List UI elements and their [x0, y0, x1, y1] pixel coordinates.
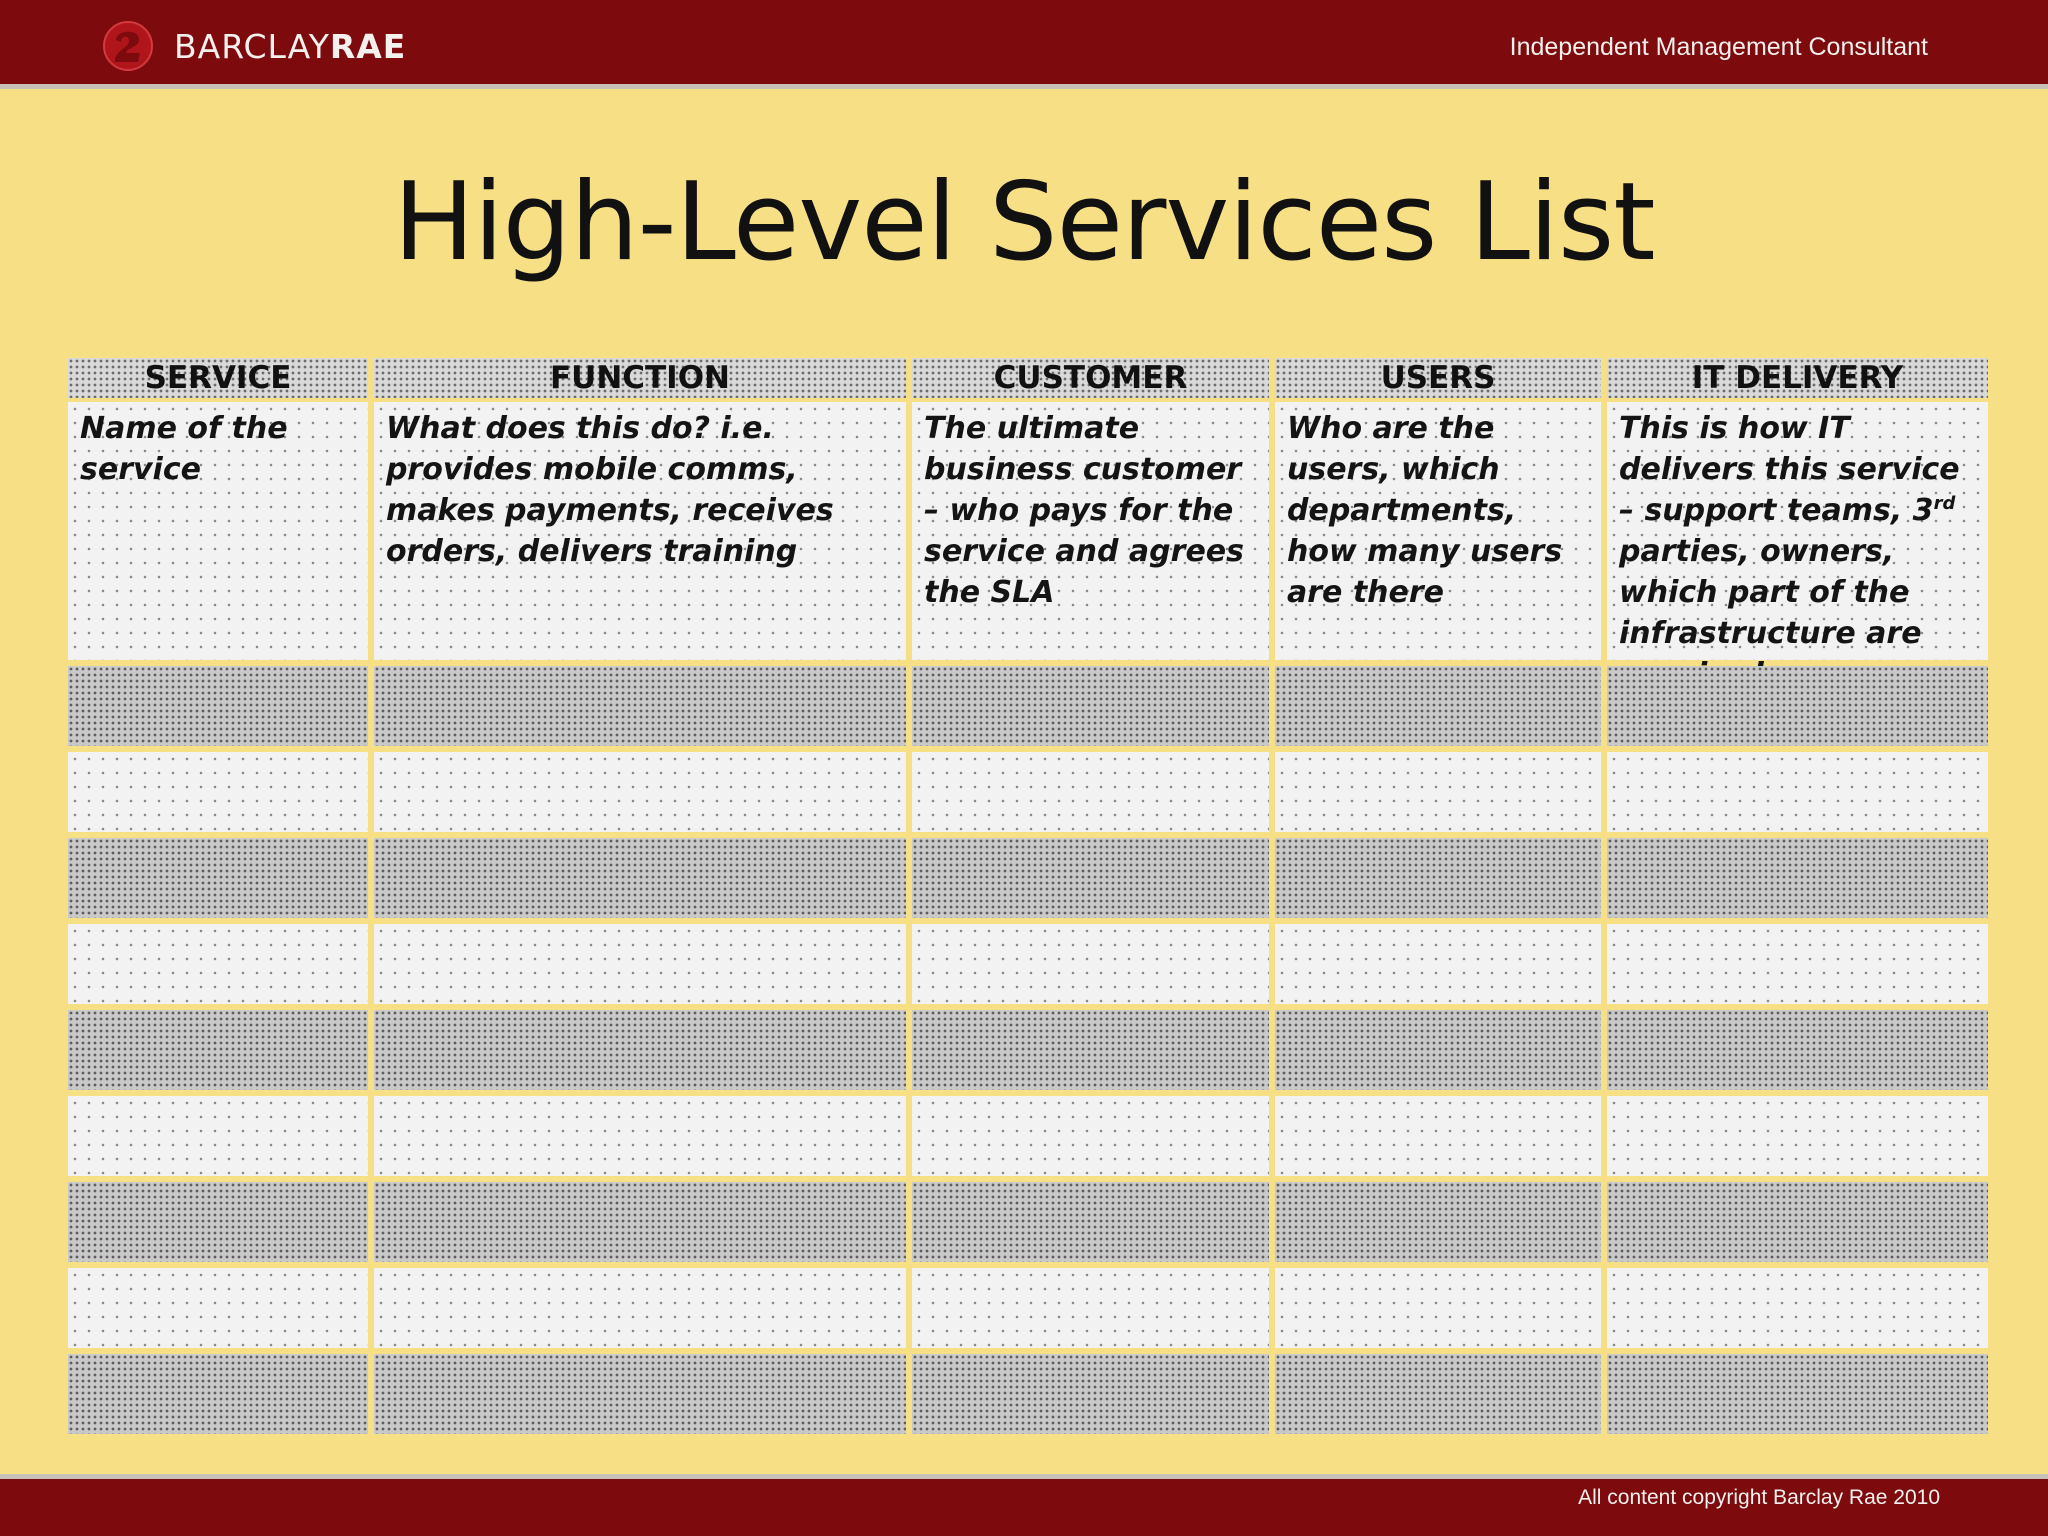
table-cell [68, 1268, 368, 1348]
table-cell [1275, 1096, 1601, 1176]
cell-service-description: Name of the service [68, 402, 368, 660]
column-header-service: SERVICE [68, 358, 368, 398]
copyright-notice: All content copyright Barclay Rae 2010 [1578, 1486, 1940, 1509]
table-cell [1607, 1096, 1988, 1176]
table-cell [68, 838, 368, 918]
it-delivery-text-end: parties, owners, which part of the infrastructure are [1619, 534, 1922, 651]
cell-function-description: What does this do? i.e. provides mobile comms, makes payments, receives orders, delivers training [374, 402, 906, 660]
table-cell [1607, 752, 1988, 832]
table-cell [1607, 1010, 1988, 1090]
column-header-function: FUNCTION [374, 358, 906, 398]
it-delivery-text-start: This is how IT delivers this service – support teams, 3 [1619, 411, 1960, 528]
services-table [68, 358, 1976, 1426]
column-header-customer: CUSTOMER [912, 358, 1269, 398]
table-cell [912, 1096, 1269, 1176]
table-cell [68, 1354, 368, 1434]
table-cell [1607, 1268, 1988, 1348]
brand-name [174, 27, 406, 66]
table-cell [1607, 924, 1988, 1004]
column-header-it-delivery: IT DELIVERY [1607, 358, 1988, 398]
table-cell [1275, 1354, 1601, 1434]
table-cell [1275, 752, 1601, 832]
table-cell [68, 1182, 368, 1262]
table-cell [912, 1354, 1269, 1434]
table-cell [1275, 1182, 1601, 1262]
table-cell [1275, 924, 1601, 1004]
table-cell [374, 924, 906, 1004]
table-cell [374, 1010, 906, 1090]
cell-customer-description: The ultimate business customer – who pays for the service and agrees the SLA [912, 402, 1269, 660]
table-cell [1607, 1354, 1988, 1434]
table-cell [912, 924, 1269, 1004]
top-banner-divider [0, 84, 2048, 89]
table-cell [374, 838, 906, 918]
table-cell [912, 1268, 1269, 1348]
table-cell [374, 1182, 906, 1262]
table-cell [1607, 666, 1988, 746]
it-delivery-superscript: rd [1933, 493, 1956, 514]
table-cell [68, 1010, 368, 1090]
table-cell [912, 666, 1269, 746]
table-cell [374, 1354, 906, 1434]
table-cell [1275, 838, 1601, 918]
table-cell [1275, 1268, 1601, 1348]
table-cell [912, 1010, 1269, 1090]
brand-name-first: BARCLAY [174, 26, 330, 66]
table-cell [912, 1182, 1269, 1262]
table-cell [912, 838, 1269, 918]
table-cell [68, 666, 368, 746]
table-cell [1607, 1182, 1988, 1262]
table-cell [68, 752, 368, 832]
table-cell [68, 1096, 368, 1176]
brand-logo [102, 18, 406, 74]
header-tagline: Independent Management Consultant [1509, 33, 1928, 61]
barclayrae-logo-icon [102, 20, 154, 72]
slide-title: High-Level Services List [393, 160, 1655, 285]
table-cell [1607, 838, 1988, 918]
table-cell [68, 924, 368, 1004]
cell-users-description: Who are the users, which departments, how many users are there [1275, 402, 1601, 660]
brand-name-second: RAE [329, 26, 407, 66]
table-cell [1275, 1010, 1601, 1090]
table-cell [374, 666, 906, 746]
table-cell [374, 752, 906, 832]
column-header-users: USERS [1275, 358, 1601, 398]
table-cell [912, 752, 1269, 832]
table-cell [1275, 666, 1601, 746]
table-cell [374, 1268, 906, 1348]
cell-it-delivery-description [1607, 402, 1988, 660]
table-cell [374, 1096, 906, 1176]
